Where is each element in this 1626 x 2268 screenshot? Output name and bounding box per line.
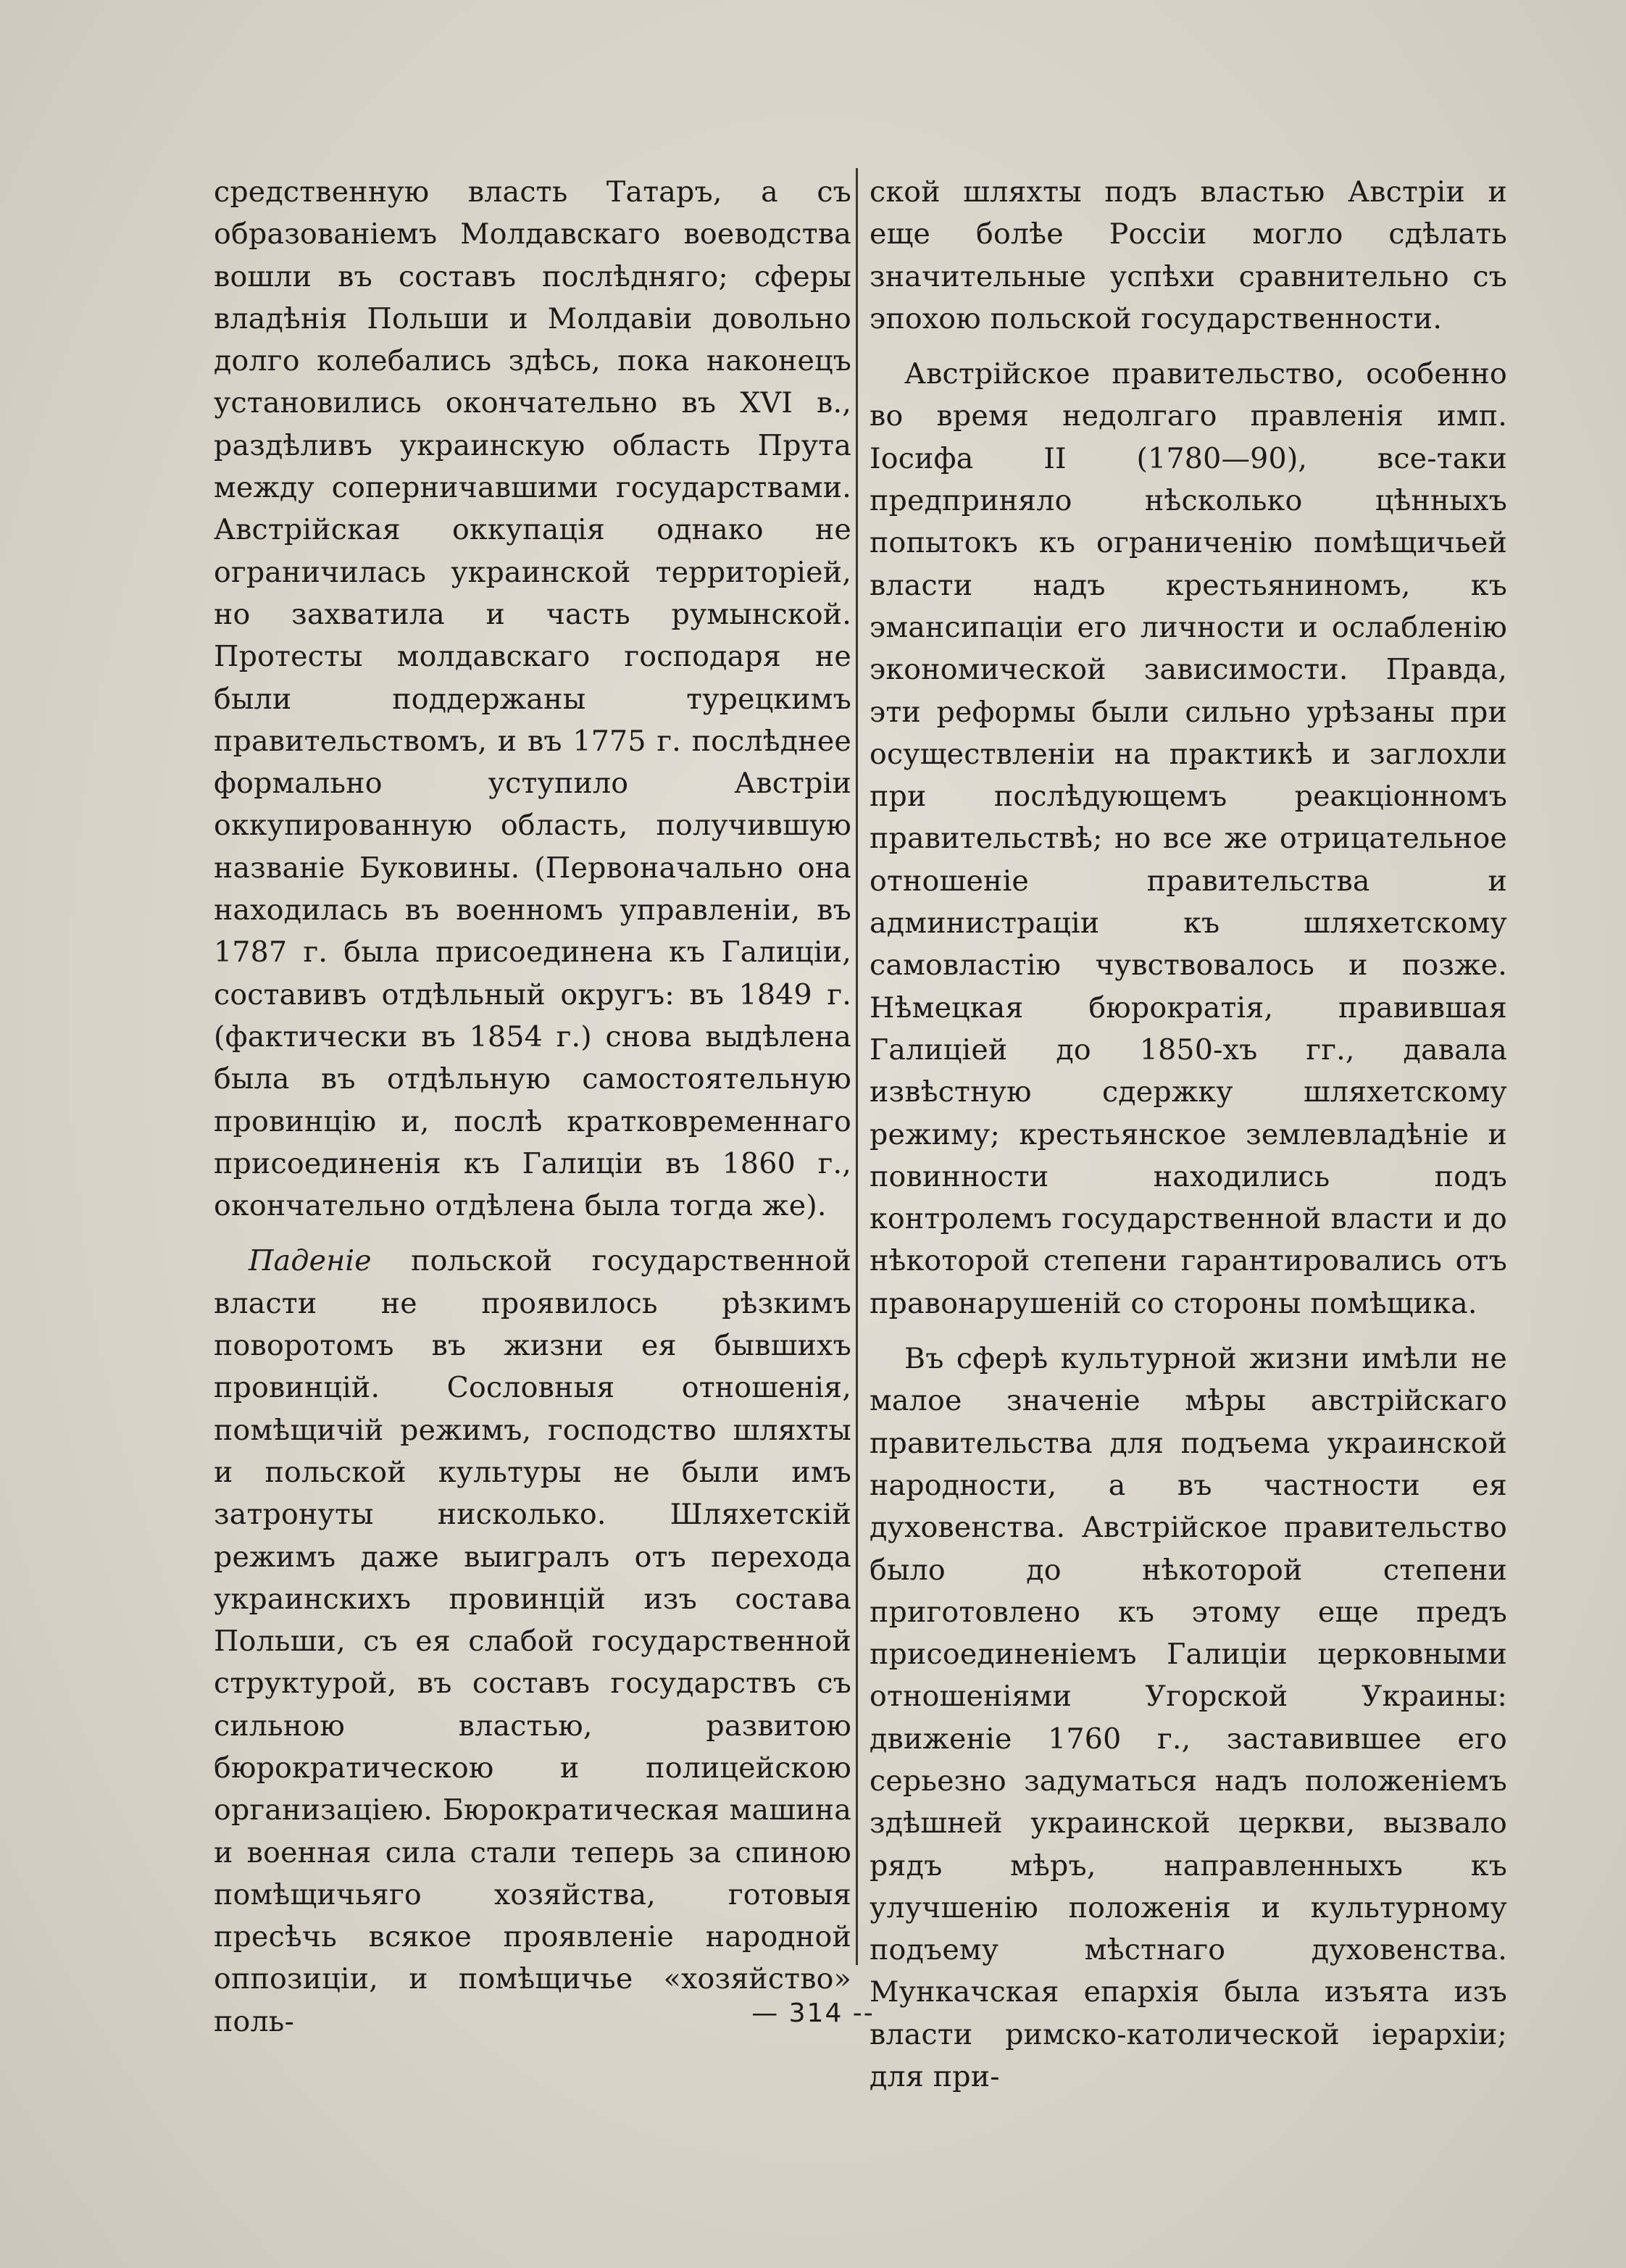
- left-paragraph-2: [214, 1240, 851, 2043]
- right-column: [870, 171, 1507, 2098]
- italic-lead-word: Паденіе: [249, 1244, 372, 1278]
- left-paragraph-2-text: польской государственной власти не проявилось рѣзкимъ поворотомъ въ жизни ея бывшихъ провинцій. Сословныя отношенія, помѣщичій режимъ, господство шляхты и польской культуры не были имъ затронуты нисколько. Шляхетскій режимъ даже выигралъ отъ перехода украинскихъ провинцій изъ состава Польши, съ ея слабой государственной структурой, въ составъ государствъ съ сильною властью, развитою бюрократическою и полицейскою организаціею. Бюрократическая машина и военная сила стали теперь за спиною помѣщичьяго хозяйства, готовыя пресѣчь всякое проявленіе народной оппозиціи, и помѣщичье «хозяйство» поль-: [214, 1244, 851, 2038]
- right-paragraph-2: Австрійское правительство, особенно во время недолгаго правленія имп. Іосифа II (1780—90), все-таки предприняло нѣсколько цѣнныхъ попытокъ къ ограниченію помѣщичьей власти надъ крестьяниномъ, къ эмансипаціи его личности и ослабленію экономической зависимости. Правда, эти реформы были сильно урѣзаны при осуществленіи на практикѣ и заглохли при послѣдующемъ реакціонномъ правительствѣ; но все же отрицательное отношеніе правительства и администраціи къ шляхетскому самовластію чувствовалось и позже. Нѣмецкая бюрократія, правившая Галиціей до 1850-хъ гг., давала извѣстную сдержку шляхетскому режиму; крестьянское землевладѣніе и повинности находились подъ контролемъ государственной власти и до нѣкоторой степени гарантировались отъ правонарушеній со стороны помѣщика.: [870, 357, 1507, 1320]
- right-paragraph-1: ской шляхты подъ властью Австріи и еще болѣе Россіи могло сдѣлать значительные успѣхи сравнительно съ эпохою польской государственности.: [870, 175, 1507, 335]
- right-paragraph-3: Въ сферѣ культурной жизни имѣли не малое значеніе мѣры австрійскаго правительства для подъема украинской народности, а въ частности ея духовенства. Австрійское правительство было до нѣкоторой степени приготовлено къ этому еще предъ присоединеніемъ Галиціи церковными отношеніями Угорской Украины: движеніе 1760 г., заставившее его серьезно задуматься надъ положеніемъ здѣшней украинской церкви, вызвало рядъ мѣръ, направленныхъ къ улучшенію положенія и культурному подъему мѣстнаго духовенства. Мункачская епархія была изъята изъ власти римско-католической іерархіи; для при-: [870, 1342, 1507, 2094]
- page-number: — 314 --: [751, 1998, 875, 2028]
- left-column: [214, 171, 851, 2043]
- left-paragraph-1: средственную власть Татаръ, а съ образованіемъ Молдавскаго воеводства вошли въ составъ послѣдняго; сферы владѣнія Польши и Молдавіи довольно долго колебались здѣсь, пока наконецъ установились окончательно въ XVI в., раздѣливъ украинскую область Прута между соперничавшими государствами. Австрійская оккупація однако не ограничилась украинской территоріей, но захватила и часть румынской. Протесты молдавскаго господаря не были поддержаны турецкимъ правительствомъ, и въ 1775 г. послѣднее формально уступило Австріи оккупированную область, получившую названіе Буковины. (Первоначально она находилась въ военномъ управленіи, въ 1787 г. была присоединена къ Галиціи, составивъ отдѣльный округъ: въ 1849 г. (фактически въ 1854 г.) снова выдѣлена была въ отдѣльную самостоятельную провинцію и, послѣ кратковременнаго присоединенія къ Галиціи въ 1860 г., окончательно отдѣлена была тогда же).: [214, 175, 851, 1223]
- column-divider: [856, 168, 858, 1965]
